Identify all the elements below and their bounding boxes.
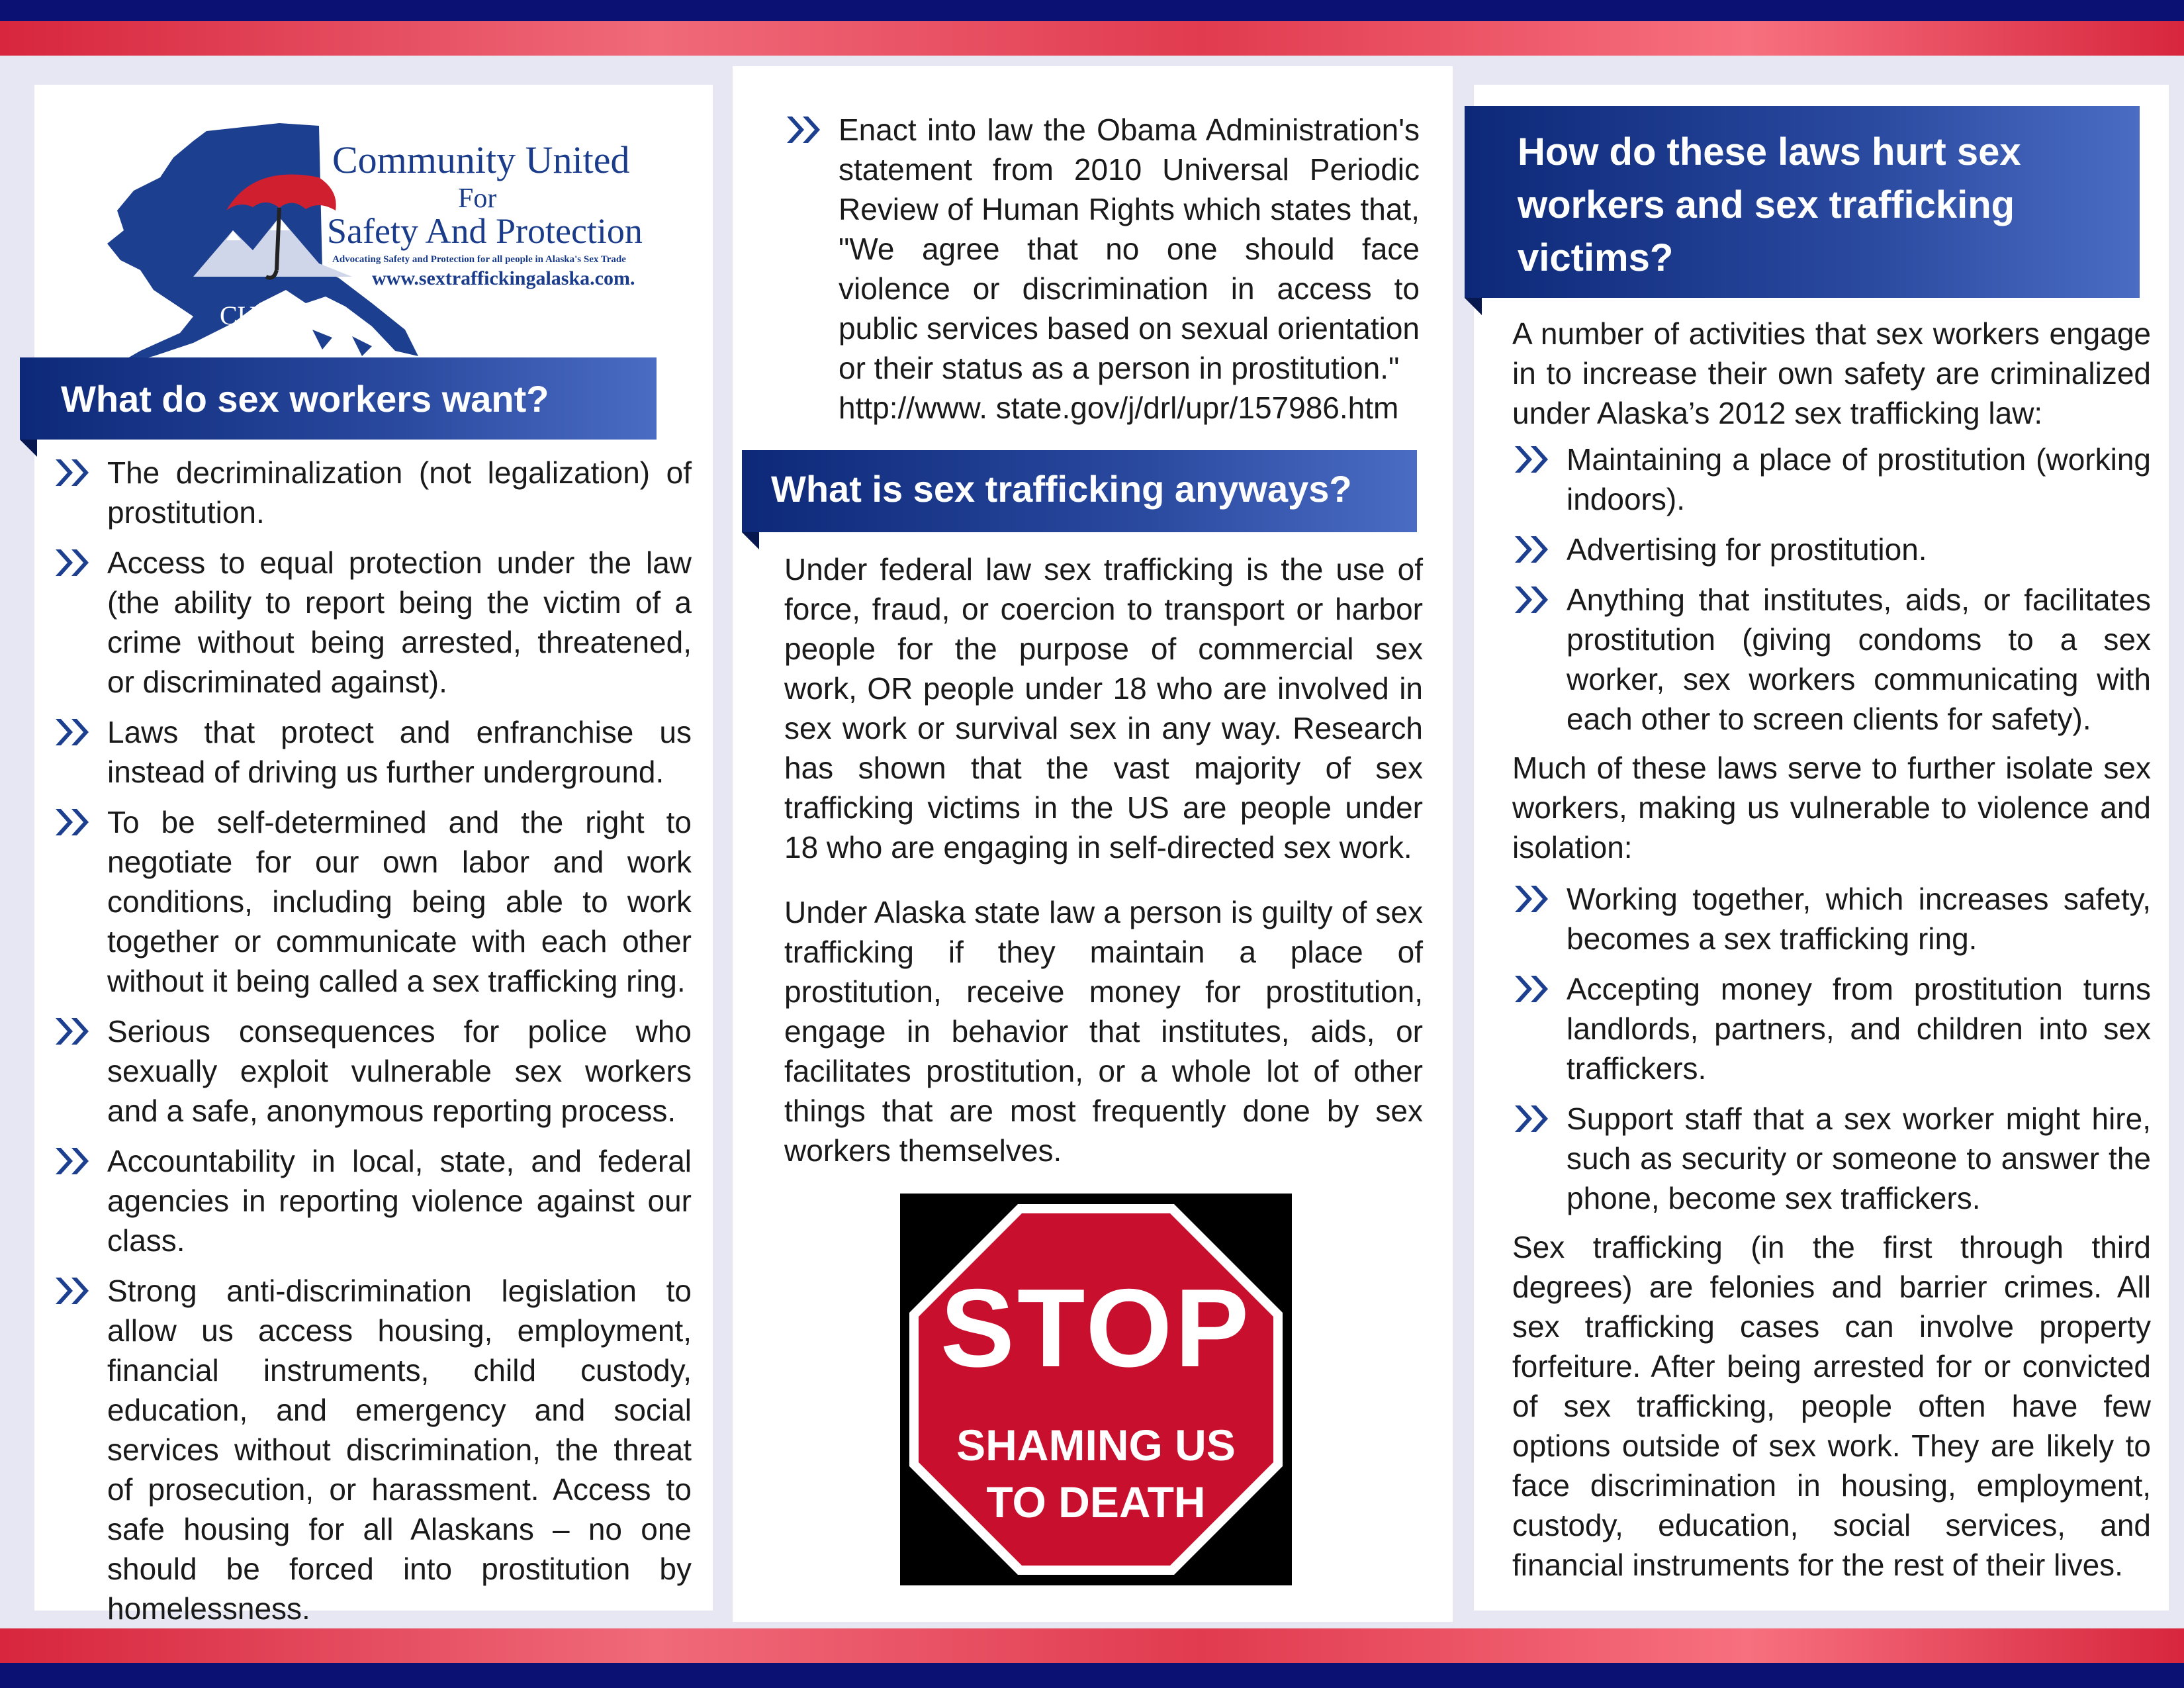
chevron-bullet-icon (1512, 883, 1552, 915)
consequences-list-wrap (1512, 879, 2151, 1229)
chevron-bullet-icon (53, 1145, 93, 1177)
list-item (1512, 879, 2151, 959)
list-item-text: Strong anti-discrimination legislation to allow us access housing, employment, financial instruments, child custody, education, and emergency and social services without discrimination, the threat of prosecution, or harassment. Access to safe housing for all Alaskans – no one should be forced into prostitution by homelessness. (107, 1274, 692, 1626)
logo-title-line1: Community United (332, 138, 630, 181)
source-link[interactable]: http://www. state.gov/j/drl/upr/157986.htm (839, 391, 1399, 425)
heading-text: What do sex workers want? (61, 378, 549, 420)
list-item-text: Advertising for prostitution. (1567, 532, 1927, 567)
logo-title-line3: Safety And Protection (327, 211, 643, 251)
obama-item-text: Enact into law the Obama Administration's statement from 2010 Universal Periodic Review of Human Rights which states that, "We agree that no one should face violence or discrimination in access to public services based on sexual orientation or their status as a person in prostitution." http://www. state.gov/j/drl/upr/157986.htm (784, 110, 1420, 428)
right-panel (1474, 85, 2169, 1611)
list-item-text: Accountability in local, state, and federal agencies in reporting violence against our class. (107, 1144, 692, 1258)
logo (61, 105, 696, 369)
consequences-list (1512, 879, 2151, 1218)
list-item-text: Working together, which increases safety, becomes a sex trafficking ring. (1567, 882, 2151, 956)
list-item (53, 543, 692, 702)
activities-list (1512, 440, 2151, 739)
list-item-text: Accepting money from prostitution turns landlords, partners, and children into sex traffickers. (1567, 972, 2151, 1086)
list-item (1512, 580, 2151, 739)
list-item (1512, 440, 2151, 519)
ribbon-fold (20, 440, 37, 457)
chevron-bullet-icon (1512, 584, 1552, 616)
chevron-bullet-icon (53, 716, 93, 748)
top-navy-band (0, 0, 2184, 21)
list-item-text: Serious consequences for police who sexually exploit vulnerable sex workers and a safe, anonymous reporting process. (107, 1014, 692, 1128)
list-item (53, 1141, 692, 1260)
ribbon-fold (1465, 298, 1482, 315)
federal-law-paragraph: Under federal law sex trafficking is the use of force, fraud, or coercion to transport or harbor people for the purpose of commercial sex work, OR people under 18 who are involved in sex work or survival sex in any way. Research has shown that the vast majority of sex trafficking victims in the US are people under 18 who are engaging in self-directed sex work. (784, 552, 1423, 865)
chevron-bullet-icon (1512, 973, 1552, 1005)
logo-url[interactable]: www.sextraffickingalaska.com. (372, 267, 635, 289)
heading-text: How do these laws hurt sex workers and sex trafficking victims? (1518, 130, 2021, 279)
chevron-bullet-icon (53, 547, 93, 579)
list-item (53, 1271, 692, 1628)
felonies-paragraph: Sex trafficking (in the first through third degrees) are felonies and barrier crimes. All sex trafficking cases can involve property forfeiture. After being arrested for or convicted of sex trafficking, people often have few options outside of sex work. They are likely to face discrimination in housing, employment, custody, education, social services, and financial instruments for the rest of their lives. (1512, 1230, 2151, 1582)
list-item (1512, 969, 2151, 1088)
list-item-text: Laws that protect and enfranchise us instead of driving us further underground. (107, 715, 692, 789)
section-heading-what-is (742, 450, 1417, 532)
list-item-text: Support staff that a sex worker might hire, such as security or someone to answer the phone, become sex traffickers. (1567, 1102, 2151, 1215)
list-item-text: Anything that institutes, aids, or facilitates prostitution (giving condoms to a sex worker, sex workers communicating with each other to screen clients for safety). (1567, 583, 2151, 736)
obama-item (784, 110, 1420, 428)
middle-panel (733, 66, 1453, 1622)
list-item-text: To be self-determined and the right to negotiate for our own labor and work conditions, including being able to work together or communicate with each other without it being called a sex trafficking ring. (107, 805, 692, 998)
heading-text: What is sex trafficking anyways? (771, 468, 1352, 510)
intro-paragraph: A number of activities that sex workers engage in to increase their own safety are criminalized under Alaska’s 2012 sex trafficking law: (1512, 316, 2151, 430)
ribbon-fold (742, 532, 759, 549)
logo-badge: CUSP (220, 301, 287, 330)
list-item (53, 453, 692, 532)
left-panel (34, 85, 713, 1626)
section-heading-wants (20, 357, 657, 440)
list-item (1512, 1099, 2151, 1218)
isolation-paragraph: Much of these laws serve to further isolate sex workers, making us vulnerable to violence and isolation: (1512, 751, 2151, 865)
list-item (53, 802, 692, 1001)
logo-title-line2: For (458, 183, 497, 214)
chevron-bullet-icon (1512, 444, 1552, 475)
list-item-text: Access to equal protection under the law (the ability to report being the victim of a crime without being arrested, threatened, or discriminated against). (107, 545, 692, 699)
list-item (53, 712, 692, 792)
chevron-bullet-icon (53, 1015, 93, 1047)
chevron-bullet-icon (53, 806, 93, 838)
top-red-band (0, 21, 2184, 56)
wants-list (53, 453, 692, 1628)
chevron-bullet-icon (53, 457, 93, 489)
chevron-bullet-icon (1512, 1103, 1552, 1135)
stop-line2: TO DEATH (986, 1477, 1206, 1526)
alaska-law-paragraph: Under Alaska state law a person is guilty of sex trafficking if they maintain a place of prostitution, receive money for prostitution, engage in behavior that institutes, aids, or facilitates prostitution, or a whole lot of other things that are most frequently done by sex workers themselves. (784, 895, 1423, 1168)
activities-list-wrap (1512, 440, 2151, 749)
chevron-bullet-icon (53, 1275, 93, 1307)
bottom-navy-band (0, 1663, 2184, 1688)
chevron-bullet-icon (1512, 534, 1552, 565)
wants-list-wrap (53, 453, 692, 1639)
umbrella-icon (213, 151, 345, 283)
stop-word: STOP (940, 1266, 1252, 1390)
chevron-bullet-icon (784, 114, 824, 146)
logo-tagline: Advocating Safety and Protection for all people in Alaska's Sex Trade (332, 254, 626, 265)
list-item-text: The decriminalization (not legalization) of prostitution. (107, 455, 692, 530)
list-item (1512, 530, 2151, 569)
list-item (53, 1011, 692, 1131)
section-heading-how-hurt (1465, 106, 2140, 298)
stop-sign-image (900, 1194, 1292, 1585)
stop-line1: SHAMING US (956, 1421, 1236, 1470)
list-item-text: Maintaining a place of prostitution (working indoors). (1567, 442, 2151, 516)
